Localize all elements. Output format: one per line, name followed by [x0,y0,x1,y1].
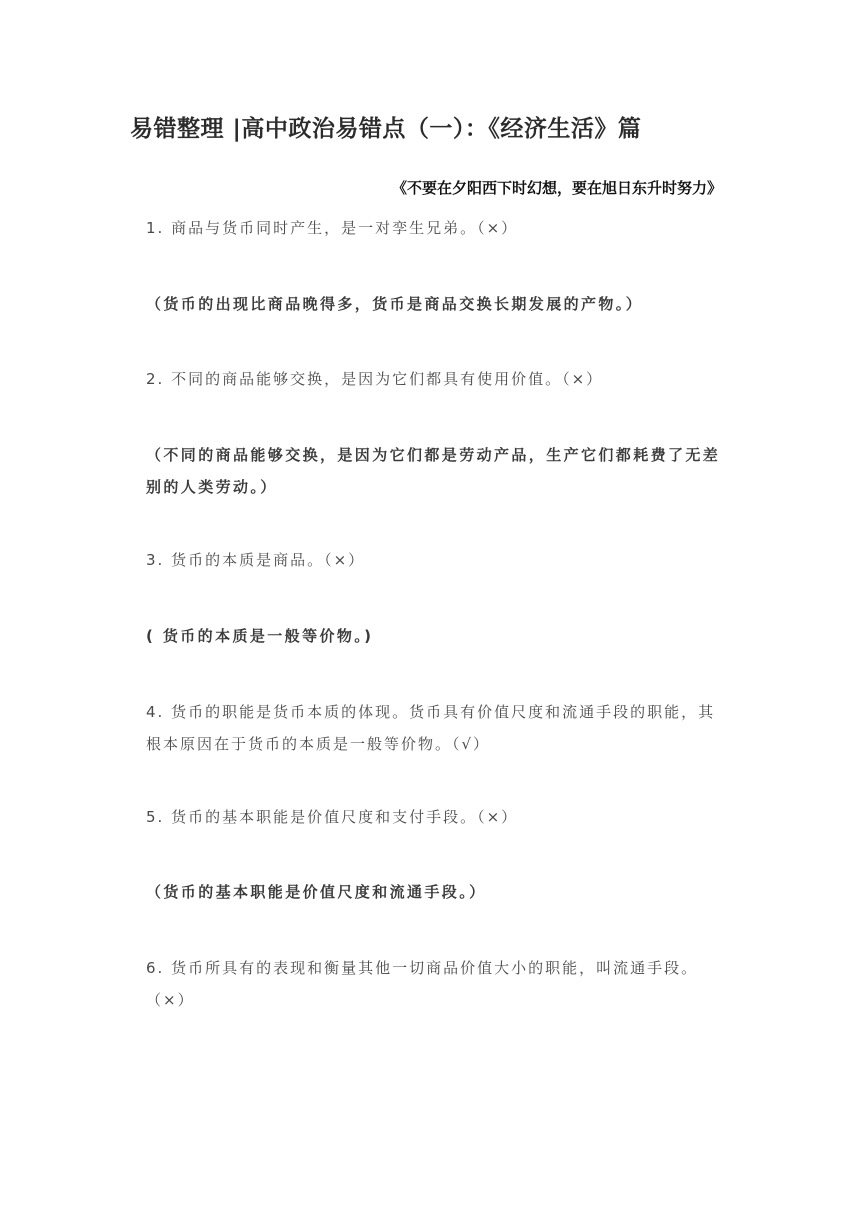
question-6: 6. 货币所具有的表现和衡量其他一切商品价值大小的职能，叫流通手段。（×） [146,959,699,1009]
explanation-3: ( 货币的本质是一般等价物。) [146,627,374,645]
question-4: 4. 货币的职能是货币本质的体现。货币具有价值尺度和流通手段的职能，其根本原因在于货币的本质是一般等价物。（√） [146,703,716,753]
question-1: 1. 商品与货币同时产生，是一对孪生兄弟。（×） [146,219,519,237]
explanation-5: （货币的基本职能是价值尺度和流通手段。） [146,883,487,901]
question-5: 5. 货币的基本职能是价值尺度和支付手段。（×） [146,808,519,826]
question-3: 3. 货币的本质是商品。（×） [146,551,366,569]
question-2: 2. 不同的商品能够交换，是因为它们都具有使用价值。（×） [146,370,604,388]
explanation-2: （不同的商品能够交换，是因为它们都是劳动产品，生产它们都耗费了无差别的人类劳动。） [146,446,721,496]
motto-subtitle: 《不要在夕阳西下时幻想，要在旭日东升时努力》 [391,179,722,197]
page-title: 易错整理 |高中政治易错点（一）：《经济生活》篇 [130,116,642,142]
explanation-1: （货币的出现比商品晚得多，货币是商品交换长期发展的产物。） [146,295,644,313]
